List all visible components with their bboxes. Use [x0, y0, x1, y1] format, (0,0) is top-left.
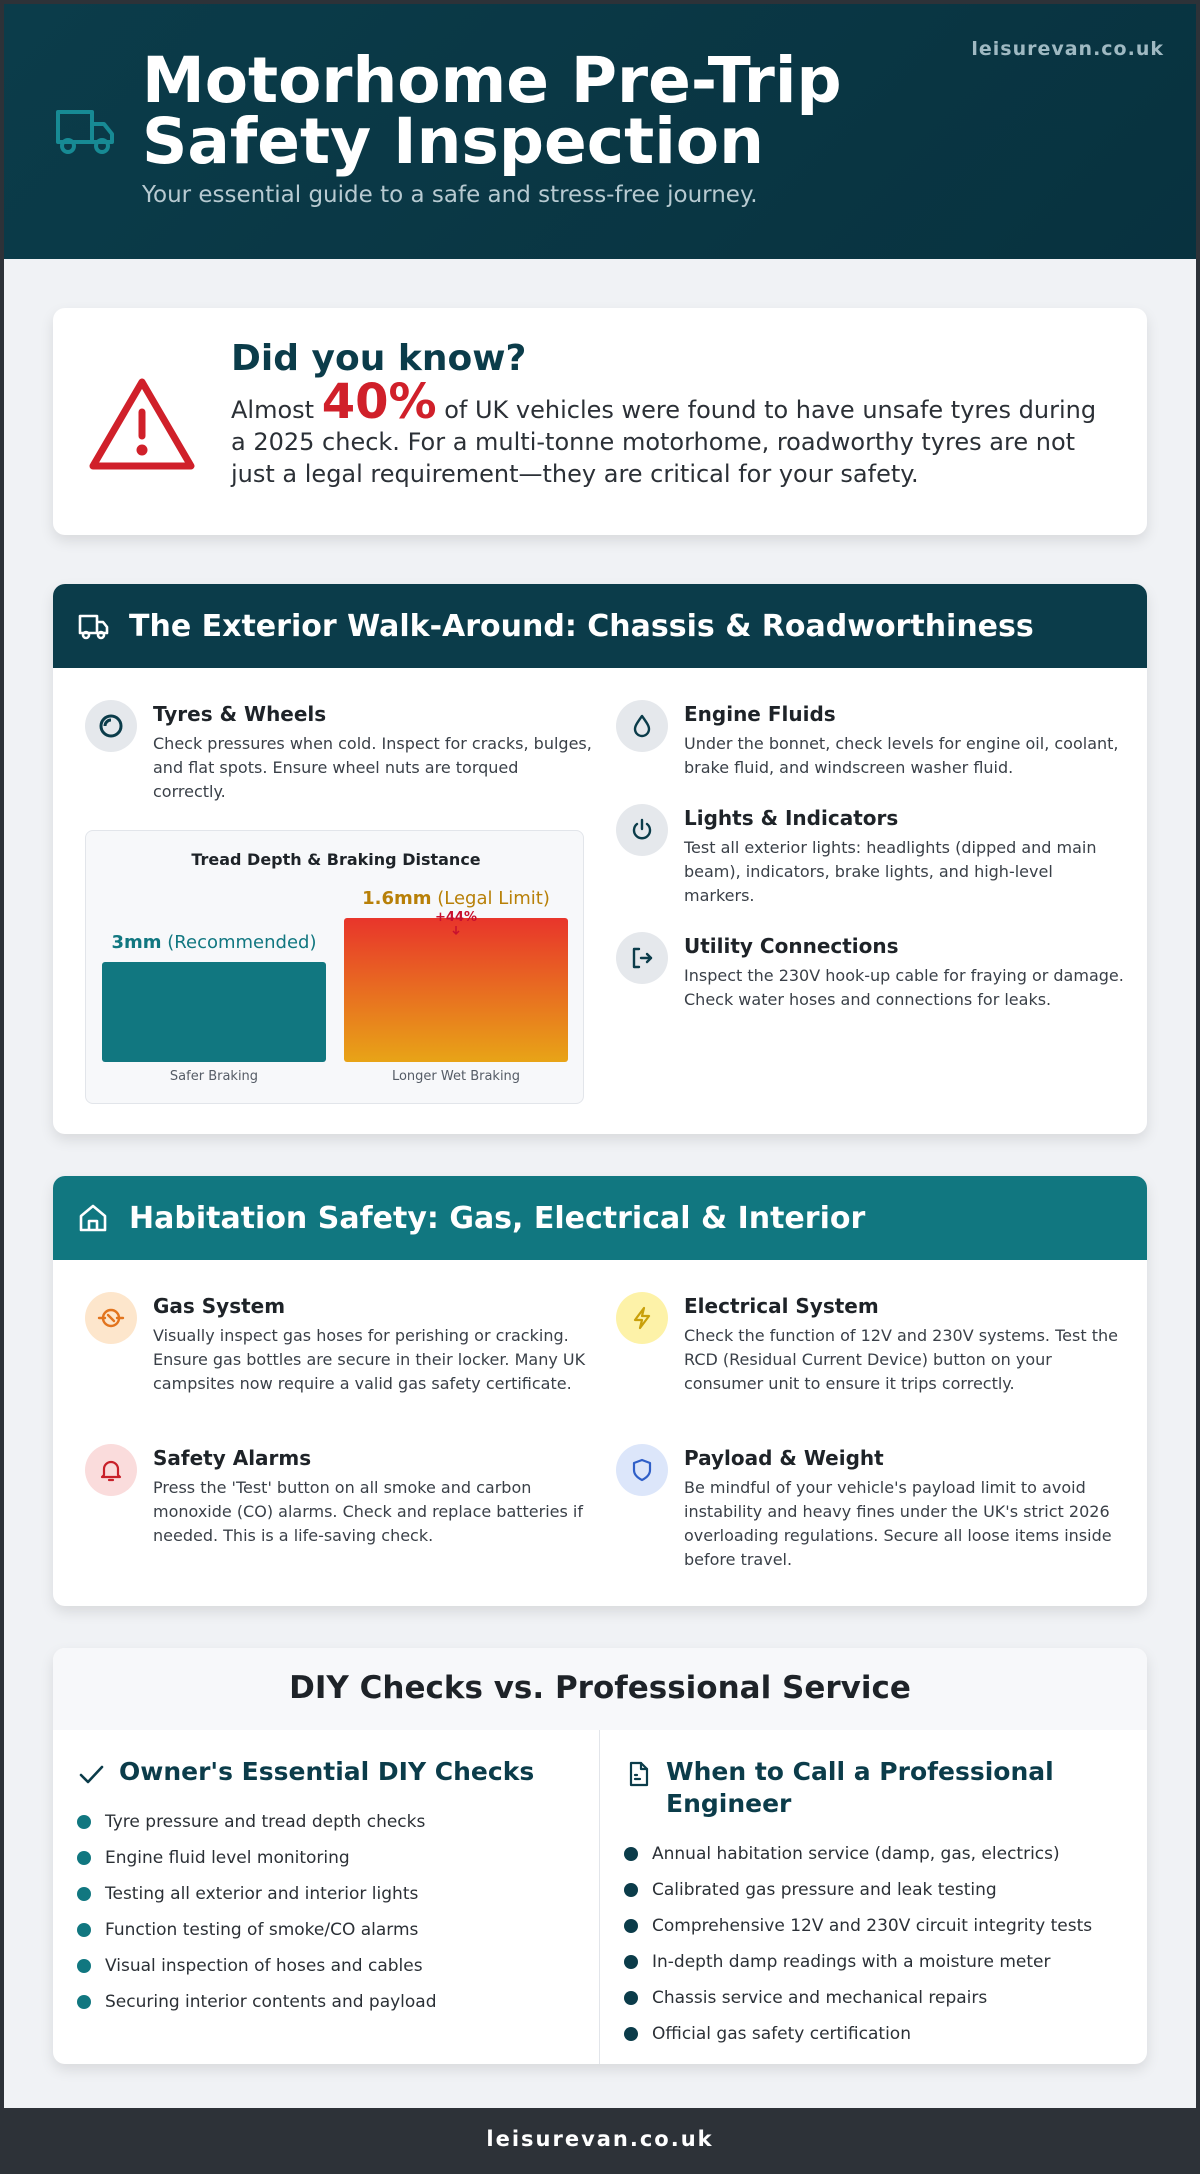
- list-item: [624, 1980, 1092, 2016]
- comparison-card: [53, 1648, 1147, 2064]
- list-item-text: Comprehensive 12V and 230V circuit integrity tests: [652, 1916, 1093, 1936]
- bullet-dot: [624, 1955, 638, 1969]
- bullet-dot: [624, 1919, 638, 1933]
- comparison-title: DIY Checks vs. Professional Service: [53, 1648, 1147, 1730]
- plug-exit-icon: [616, 932, 668, 984]
- bullet-dot: [77, 1959, 91, 1973]
- list-item-text: Calibrated gas pressure and leak testing: [652, 1880, 997, 1900]
- bullet-dot: [77, 1815, 91, 1829]
- did-you-know-card: [53, 308, 1147, 535]
- list-item: [77, 1840, 437, 1876]
- home-icon: [77, 1202, 109, 1234]
- item-title: Utility Connections: [684, 934, 899, 958]
- bullet-dot: [77, 1995, 91, 2009]
- page-title: Motorhome Pre-Trip Safety Inspection: [142, 44, 842, 178]
- list-item-text: Securing interior contents and payload: [105, 1992, 437, 2012]
- did-you-know-text: [231, 374, 1111, 490]
- bar-value-label: 3mm (Recommended): [111, 932, 317, 953]
- list-item-text: Visual inspection of hoses and cables: [105, 1956, 423, 1976]
- chart-annotation: +44%: [434, 910, 478, 925]
- list-item-text: Chassis service and mechanical repairs: [652, 1988, 988, 2008]
- list-item-text: Annual habitation service (damp, gas, electrics): [652, 1844, 1060, 1864]
- item-description: Test all exterior lights: headlights (dipped and main beam), indicators, brake lights, and high-level markers.: [684, 838, 1097, 905]
- item-description: Visually inspect gas hoses for perishing or cracking. Ensure gas bottles are secure in their locker. Many UK campsites now require a valid gas safety certificate.: [153, 1326, 586, 1393]
- bar-value-label: 1.6mm (Legal Limit): [362, 888, 550, 909]
- chart-bar: [344, 918, 568, 1062]
- list-item-text: Engine fluid level monitoring: [105, 1848, 350, 1868]
- list-item: [624, 2016, 1092, 2052]
- van-icon: [54, 104, 116, 158]
- item-title: Payload & Weight: [684, 1446, 884, 1470]
- list-item: [624, 1944, 1092, 1980]
- fact-text-after: of UK vehicles were found to have unsafe tyres during a 2025 check. For a multi-tonne motorhome, roadworthy tyres are not just a legal requirement—they are critical for your safety.: [231, 396, 1097, 488]
- list-item-text: Function testing of smoke/CO alarms: [105, 1920, 419, 1940]
- warning-icon: [87, 374, 197, 474]
- footer-brand-link[interactable]: leisurevan.co.uk: [486, 2127, 714, 2151]
- diy-title: Owner's Essential DIY Checks: [119, 1757, 535, 1786]
- list-item: [77, 1912, 437, 1948]
- list-item: [77, 1948, 437, 1984]
- droplet-icon: [616, 700, 668, 752]
- bullet-dot: [624, 1991, 638, 2005]
- diy-column: [53, 1730, 600, 2064]
- item-title: Safety Alarms: [153, 1446, 312, 1470]
- pro-column: [600, 1730, 1147, 2064]
- habitation-section: [53, 1176, 1147, 1606]
- shield-icon: [616, 1444, 668, 1496]
- fact-text-before: Almost: [231, 396, 322, 424]
- tread-depth-chart: [85, 830, 584, 1104]
- item-title: Electrical System: [684, 1294, 879, 1318]
- document-icon: [624, 1760, 652, 1788]
- check-icon: [77, 1760, 105, 1788]
- footer: [4, 2108, 1196, 2170]
- item-description: Inspect the 230V hook-up cable for fraying or damage. Check water hoses and connections for leaks.: [684, 966, 1124, 1009]
- bullet-dot: [624, 1847, 638, 1861]
- did-you-know-heading: Did you know?: [231, 338, 527, 379]
- category-label: Safer Braking: [169, 1069, 259, 1084]
- item-title: Lights & Indicators: [684, 806, 899, 830]
- item-description: Be mindful of your vehicle's payload limit to avoid instability and heavy fines under the UK's strict 2026 overloading regulations. Secure all loose items inside before travel.: [684, 1478, 1112, 1569]
- list-item: [77, 1804, 437, 1840]
- bullet-dot: [624, 2027, 638, 2041]
- van-icon: [77, 610, 109, 642]
- brand-link[interactable]: leisurevan.co.uk: [971, 38, 1164, 60]
- exterior-section: [53, 584, 1147, 1134]
- pro-title: When to Call a Professional Engineer: [666, 1757, 1054, 1818]
- tread-chart-svg: [86, 831, 585, 1105]
- item-description: Under the bonnet, check levels for engine oil, coolant, brake fluid, and windscreen washer fluid.: [684, 734, 1119, 777]
- item-description: Check the function of 12V and 230V systems. Test the RCD (Residual Current Device) button on your consumer unit to ensure it trips correctly.: [684, 1326, 1118, 1393]
- list-item: [624, 1908, 1092, 1944]
- item-title: Engine Fluids: [684, 702, 836, 726]
- list-item-text: Testing all exterior and interior lights: [105, 1884, 419, 1904]
- tyre-icon: [85, 700, 137, 752]
- pro-list: [624, 1836, 1092, 2052]
- list-item-text: Tyre pressure and tread depth checks: [105, 1812, 426, 1832]
- bullet-dot: [77, 1923, 91, 1937]
- gas-icon: [85, 1292, 137, 1344]
- list-item-text: In-depth damp readings with a moisture meter: [652, 1952, 1051, 1972]
- list-item: [77, 1876, 437, 1912]
- list-item: [624, 1872, 1092, 1908]
- stat-highlight: 40%: [321, 374, 437, 430]
- exterior-section-header: [53, 584, 1147, 668]
- category-label: Longer Wet Braking: [391, 1069, 521, 1084]
- power-icon: [616, 804, 668, 856]
- list-item-text: Official gas safety certification: [652, 2024, 911, 2044]
- bullet-dot: [77, 1887, 91, 1901]
- bullet-dot: [77, 1851, 91, 1865]
- diy-list: [77, 1804, 437, 2020]
- exterior-section-title: The Exterior Walk-Around: Chassis & Roadworthiness: [129, 608, 1034, 644]
- habitation-section-header: [53, 1176, 1147, 1260]
- list-item: [77, 1984, 437, 2020]
- page-subtitle: Your essential guide to a safe and stress-free journey.: [142, 182, 758, 208]
- chart-title: Tread Depth & Braking Distance: [191, 850, 481, 869]
- lightning-icon: [616, 1292, 668, 1344]
- item-description: Press the 'Test' button on all smoke and carbon monoxide (CO) alarms. Check and replace batteries if needed. This is a life-saving check.: [153, 1478, 584, 1545]
- item-title: Gas System: [153, 1294, 286, 1318]
- bell-icon: [85, 1444, 137, 1496]
- habitation-section-title: Habitation Safety: Gas, Electrical & Interior: [129, 1200, 866, 1236]
- chart-bar: [102, 962, 326, 1062]
- item-description: Check pressures when cold. Inspect for cracks, bulges, and flat spots. Ensure wheel nuts are torqued correctly.: [153, 734, 592, 801]
- list-item: [624, 1836, 1092, 1872]
- item-title: Tyres & Wheels: [153, 702, 327, 726]
- header: [4, 4, 1196, 259]
- bullet-dot: [624, 1883, 638, 1897]
